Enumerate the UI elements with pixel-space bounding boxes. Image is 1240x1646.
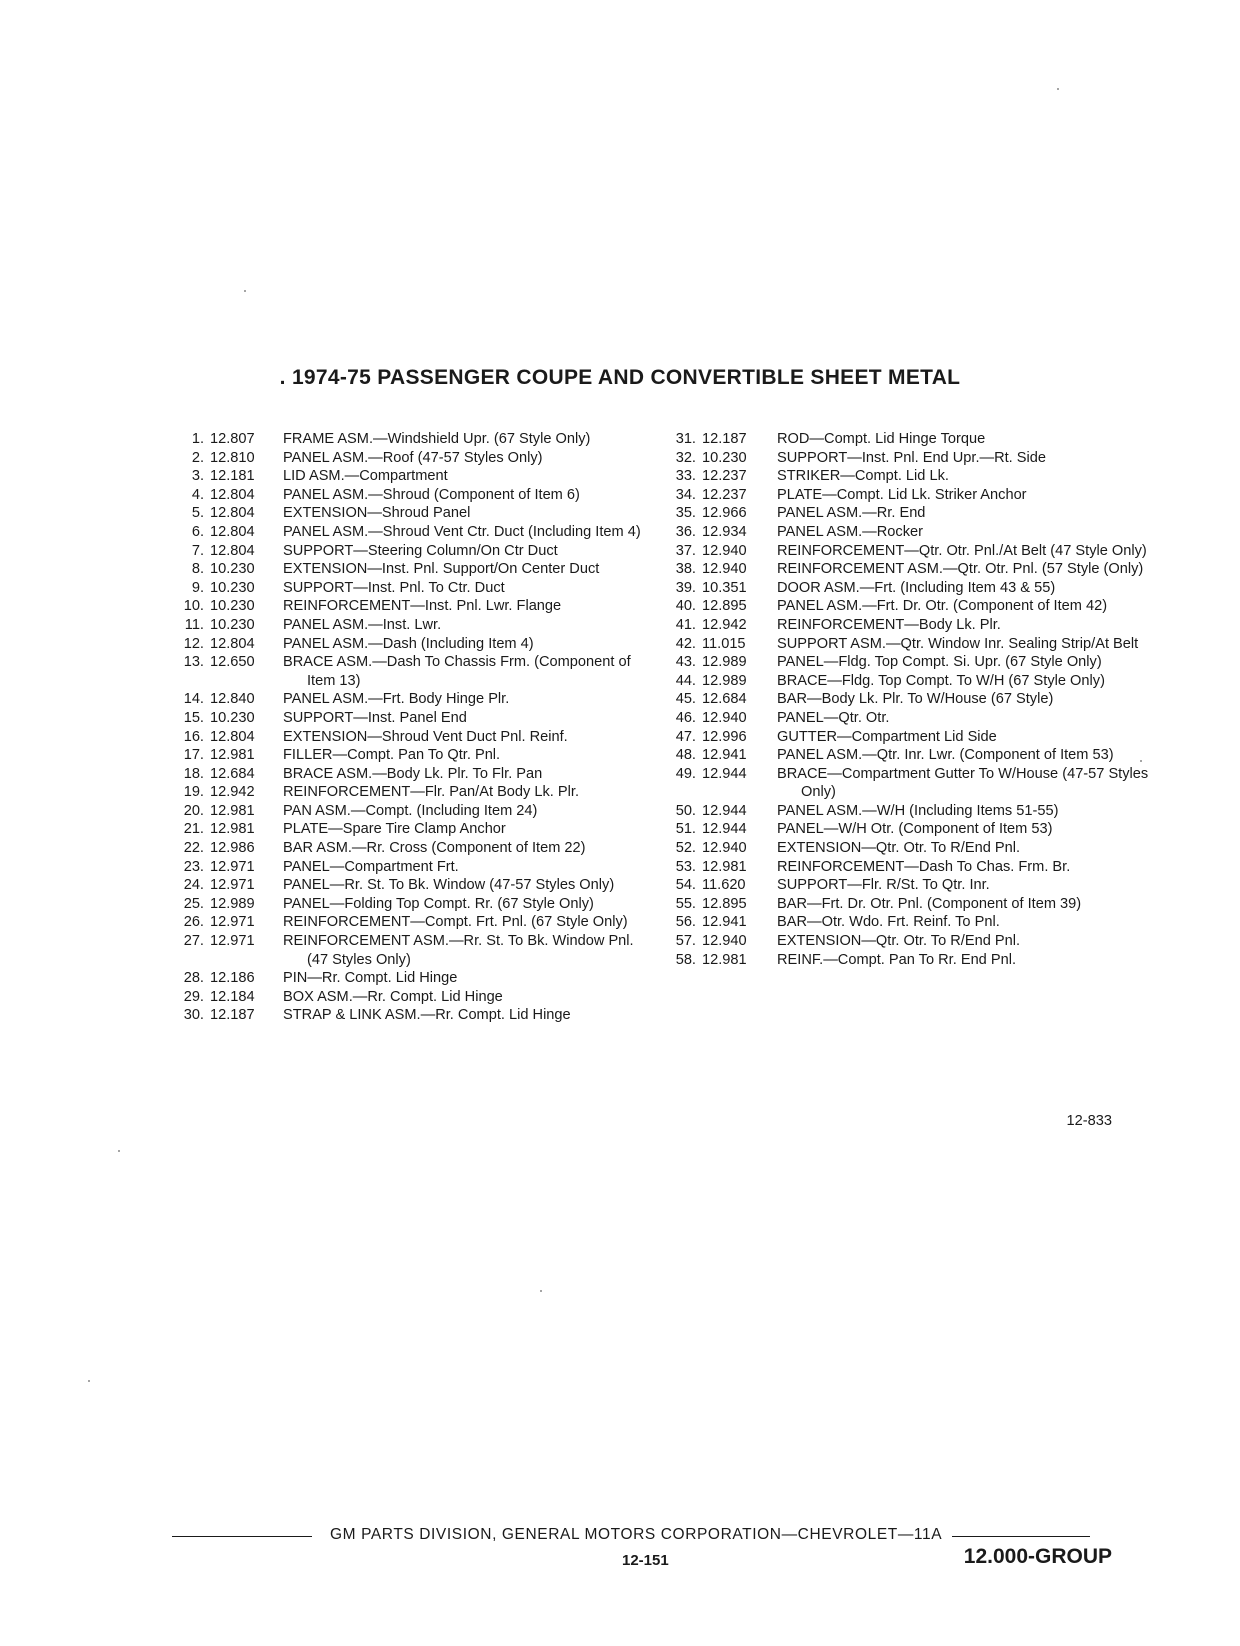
item-number: 45. bbox=[675, 691, 696, 708]
item-number: 33. bbox=[675, 468, 696, 485]
list-item bbox=[160, 449, 650, 468]
list-item bbox=[160, 486, 650, 505]
part-group-code: 12.944 bbox=[702, 802, 747, 819]
list-item bbox=[652, 467, 1162, 486]
item-number: 29. bbox=[183, 988, 204, 1005]
list-item bbox=[160, 839, 650, 858]
item-number: 37. bbox=[675, 542, 696, 559]
list-item bbox=[160, 969, 650, 988]
item-number: 41. bbox=[675, 616, 696, 633]
list-item bbox=[160, 895, 650, 914]
part-description: BAR ASM.—Rr. Cross (Component of Item 22) bbox=[283, 840, 586, 857]
item-number: 56. bbox=[675, 914, 696, 931]
part-group-code: 10.230 bbox=[702, 449, 747, 466]
list-item bbox=[652, 932, 1162, 951]
part-description: PANEL ASM.—Qtr. Inr. Lwr. (Component of Item 53) bbox=[777, 747, 1114, 764]
part-description: PANEL ASM.—Dash (Including Item 4) bbox=[283, 635, 534, 652]
part-description: PANEL ASM.—Shroud (Component of Item 6) bbox=[283, 486, 580, 503]
part-description: REINFORCEMENT—Body Lk. Plr. bbox=[777, 616, 1001, 633]
item-number: 8. bbox=[191, 561, 204, 578]
item-number: 3. bbox=[191, 468, 204, 485]
scan-speck bbox=[540, 1290, 542, 1292]
part-description: PANEL—Compartment Frt. bbox=[283, 858, 459, 875]
part-description: PANEL ASM.—Frt. Body Hinge Plr. bbox=[283, 691, 510, 708]
part-group-code: 12.940 bbox=[702, 561, 747, 578]
list-item bbox=[160, 430, 650, 449]
parts-list-right bbox=[652, 430, 1162, 969]
part-group-code: 12.840 bbox=[210, 691, 255, 708]
item-number: 58. bbox=[675, 951, 696, 968]
item-number: 54. bbox=[675, 877, 696, 894]
item-number: 4. bbox=[191, 486, 204, 503]
part-description: EXTENSION—Shroud Vent Duct Pnl. Reinf. bbox=[283, 728, 568, 745]
item-number: 2. bbox=[191, 449, 204, 466]
list-item bbox=[160, 467, 650, 486]
list-item bbox=[652, 951, 1162, 970]
item-number: 1. bbox=[191, 431, 204, 447]
list-item bbox=[160, 616, 650, 635]
part-description: REINF.—Compt. Pan To Rr. End Pnl. bbox=[777, 951, 1016, 968]
part-description: LID ASM.—Compartment bbox=[283, 468, 448, 485]
part-group-code: 12.184 bbox=[210, 988, 255, 1005]
list-item bbox=[652, 690, 1162, 709]
scan-speck bbox=[244, 290, 246, 292]
list-item bbox=[652, 430, 1162, 449]
part-group-code: 12.804 bbox=[210, 635, 255, 652]
part-group-code: 12.650 bbox=[210, 654, 255, 671]
list-item bbox=[652, 523, 1162, 542]
part-group-code: 12.971 bbox=[210, 858, 255, 875]
part-description: REINFORCEMENT—Qtr. Otr. Pnl./At Belt (47 Style Only) bbox=[777, 542, 1147, 559]
list-item bbox=[160, 709, 650, 728]
part-group-code: 12.981 bbox=[210, 747, 255, 764]
list-item bbox=[652, 672, 1162, 691]
item-number: 52. bbox=[675, 840, 696, 857]
item-number: 40. bbox=[675, 598, 696, 615]
part-group-code: 12.942 bbox=[702, 616, 747, 633]
list-item bbox=[160, 728, 650, 747]
item-number: 20. bbox=[183, 802, 204, 819]
list-item bbox=[160, 988, 650, 1007]
part-description: EXTENSION—Inst. Pnl. Support/On Center Duct bbox=[283, 561, 600, 578]
item-number: 10. bbox=[183, 598, 204, 615]
list-item bbox=[160, 932, 650, 969]
item-number: 5. bbox=[191, 505, 204, 522]
part-group-code: 12.181 bbox=[210, 468, 255, 485]
item-number: 18. bbox=[183, 765, 204, 782]
part-description: STRIKER—Compt. Lid Lk. bbox=[777, 468, 949, 485]
list-item bbox=[160, 1006, 650, 1025]
part-group-code: 12.981 bbox=[702, 951, 747, 968]
part-description: EXTENSION—Qtr. Otr. To R/End Pnl. bbox=[777, 840, 1021, 857]
item-number: 17. bbox=[183, 747, 204, 764]
item-number: 42. bbox=[675, 635, 696, 652]
part-group-code: 12.940 bbox=[702, 840, 747, 857]
part-description: PANEL—Rr. St. To Bk. Window (47-57 Styles Only) bbox=[283, 877, 615, 894]
part-group-code: 12.971 bbox=[210, 933, 255, 950]
part-group-code: 12.989 bbox=[702, 672, 747, 689]
item-number: 24. bbox=[183, 877, 204, 894]
item-number: 31. bbox=[675, 431, 696, 447]
list-item bbox=[160, 523, 650, 542]
part-description: REINFORCEMENT—Compt. Frt. Pnl. (67 Style Only) bbox=[283, 914, 628, 931]
item-number: 15. bbox=[183, 709, 204, 726]
part-group-code: 10.230 bbox=[210, 616, 255, 633]
list-item bbox=[652, 839, 1162, 858]
list-item bbox=[652, 765, 1162, 802]
list-item bbox=[652, 858, 1162, 877]
list-item bbox=[652, 802, 1162, 821]
part-group-code: 12.895 bbox=[702, 598, 747, 615]
part-group-code: 12.187 bbox=[210, 1007, 255, 1024]
part-description: PAN ASM.—Compt. (Including Item 24) bbox=[283, 802, 538, 819]
item-number: 12. bbox=[183, 635, 204, 652]
part-group-code: 12.684 bbox=[702, 691, 747, 708]
item-number: 49. bbox=[675, 765, 696, 782]
part-group-code: 10.230 bbox=[210, 709, 255, 726]
part-description: PANEL—Folding Top Compt. Rr. (67 Style Only) bbox=[283, 895, 594, 912]
part-group-code: 10.230 bbox=[210, 598, 255, 615]
part-description: SUPPORT—Flr. R/St. To Qtr. Inr. bbox=[777, 877, 990, 894]
part-group-code: 12.940 bbox=[702, 542, 747, 559]
item-number: 46. bbox=[675, 709, 696, 726]
list-item bbox=[652, 746, 1162, 765]
part-description: BAR—Frt. Dr. Otr. Pnl. (Component of Item 39) bbox=[777, 895, 1082, 912]
list-item bbox=[652, 449, 1162, 468]
part-group-code: 12.807 bbox=[210, 431, 255, 447]
part-description: BRACE—Compartment Gutter To W/House (47-57 Styles Only) bbox=[777, 765, 1149, 801]
list-item bbox=[160, 579, 650, 598]
item-number: 22. bbox=[183, 840, 204, 857]
list-item bbox=[160, 858, 650, 877]
list-item bbox=[160, 913, 650, 932]
part-description: REINFORCEMENT—Flr. Pan/At Body Lk. Plr. bbox=[283, 784, 579, 801]
part-group-code: 12.942 bbox=[210, 784, 255, 801]
part-group-code: 12.989 bbox=[210, 895, 255, 912]
part-description: PANEL ASM.—Rocker bbox=[777, 523, 923, 540]
part-description: SUPPORT—Inst. Pnl. To Ctr. Duct bbox=[283, 579, 505, 596]
list-item bbox=[652, 895, 1162, 914]
part-group-code: 12.187 bbox=[702, 431, 747, 447]
part-group-code: 12.237 bbox=[702, 468, 747, 485]
part-description: PLATE—Compt. Lid Lk. Striker Anchor bbox=[777, 486, 1027, 503]
part-description: PANEL ASM.—Inst. Lwr. bbox=[283, 616, 442, 633]
list-item bbox=[652, 597, 1162, 616]
part-group-code: 10.230 bbox=[210, 579, 255, 596]
part-description: DOOR ASM.—Frt. (Including Item 43 & 55) bbox=[777, 579, 1056, 596]
item-number: 27. bbox=[183, 933, 204, 950]
part-description: BAR—Body Lk. Plr. To W/House (67 Style) bbox=[777, 691, 1054, 708]
item-number: 53. bbox=[675, 858, 696, 875]
part-description: FILLER—Compt. Pan To Qtr. Pnl. bbox=[283, 747, 501, 764]
item-number: 25. bbox=[183, 895, 204, 912]
part-group-code: 12.804 bbox=[210, 542, 255, 559]
list-item bbox=[160, 597, 650, 616]
part-description: BRACE ASM.—Body Lk. Plr. To Flr. Pan bbox=[283, 765, 543, 782]
item-number: 30. bbox=[183, 1007, 204, 1024]
part-group-code: 12.944 bbox=[702, 765, 747, 782]
part-group-code: 12.944 bbox=[702, 821, 747, 838]
part-group-code: 12.940 bbox=[702, 709, 747, 726]
item-number: 26. bbox=[183, 914, 204, 931]
part-description: PANEL—W/H Otr. (Component of Item 53) bbox=[777, 821, 1053, 838]
list-item bbox=[652, 579, 1162, 598]
item-number: 51. bbox=[675, 821, 696, 838]
part-description: PIN—Rr. Compt. Lid Hinge bbox=[283, 970, 458, 987]
item-number: 19. bbox=[183, 784, 204, 801]
item-number: 23. bbox=[183, 858, 204, 875]
part-description: PANEL—Fldg. Top Compt. Si. Upr. (67 Style Only) bbox=[777, 654, 1102, 671]
list-item bbox=[652, 820, 1162, 839]
part-group-code: 12.971 bbox=[210, 877, 255, 894]
part-group-code: 10.351 bbox=[702, 579, 747, 596]
part-group-code: 12.684 bbox=[210, 765, 255, 782]
list-item bbox=[652, 486, 1162, 505]
part-group-code: 12.981 bbox=[210, 821, 255, 838]
part-group-code: 12.237 bbox=[702, 486, 747, 503]
list-item bbox=[652, 728, 1162, 747]
part-group-code: 12.895 bbox=[702, 895, 747, 912]
group-number: 12.000-GROUP bbox=[963, 1545, 1112, 1568]
part-group-code: 11.015 bbox=[702, 635, 746, 652]
list-item bbox=[160, 542, 650, 561]
item-number: 28. bbox=[183, 970, 204, 987]
part-group-code: 12.186 bbox=[210, 970, 255, 987]
part-group-code: 12.986 bbox=[210, 840, 255, 857]
scan-speck bbox=[118, 1150, 120, 1152]
item-number: 14. bbox=[183, 691, 204, 708]
part-description: BRACE—Fldg. Top Compt. To W/H (67 Style Only) bbox=[777, 672, 1105, 689]
part-description: EXTENSION—Qtr. Otr. To R/End Pnl. bbox=[777, 933, 1021, 950]
part-description: PANEL ASM.—Frt. Dr. Otr. (Component of Item 42) bbox=[777, 598, 1108, 615]
item-number: 13. bbox=[183, 654, 204, 671]
item-number: 9. bbox=[191, 579, 204, 596]
scan-speck bbox=[88, 1380, 90, 1382]
item-number: 44. bbox=[675, 672, 696, 689]
part-group-code: 12.804 bbox=[210, 728, 255, 745]
item-number: 21. bbox=[183, 821, 204, 838]
part-description: STRAP & LINK ASM.—Rr. Compt. Lid Hinge bbox=[283, 1007, 571, 1024]
list-item bbox=[160, 560, 650, 579]
list-item bbox=[160, 765, 650, 784]
part-description: ROD—Compt. Lid Hinge Torque bbox=[777, 431, 986, 447]
item-number: 43. bbox=[675, 654, 696, 671]
part-description: REINFORCEMENT ASM.—Rr. St. To Bk. Window Pnl. (47 Styles Only) bbox=[283, 933, 634, 968]
page-number: 12-151 bbox=[622, 1552, 669, 1569]
list-item bbox=[160, 690, 650, 709]
list-item bbox=[160, 653, 650, 690]
item-number: 16. bbox=[183, 728, 204, 745]
part-group-code: 12.804 bbox=[210, 523, 255, 540]
item-number: 32. bbox=[675, 449, 696, 466]
part-description: FRAME ASM.—Windshield Upr. (67 Style Only) bbox=[283, 431, 591, 447]
footer-rule-right bbox=[952, 1536, 1090, 1537]
part-group-code: 11.620 bbox=[702, 877, 746, 894]
part-description: PANEL—Qtr. Otr. bbox=[777, 709, 890, 726]
list-item bbox=[652, 504, 1162, 523]
list-item bbox=[160, 504, 650, 523]
item-number: 36. bbox=[675, 523, 696, 540]
item-number: 57. bbox=[675, 933, 696, 950]
part-description: SUPPORT—Steering Column/On Ctr Duct bbox=[283, 542, 558, 559]
list-item bbox=[652, 709, 1162, 728]
scan-speck bbox=[1057, 88, 1059, 90]
figure-reference: 12-833 bbox=[1066, 1113, 1112, 1129]
part-group-code: 12.981 bbox=[210, 802, 255, 819]
item-number: 34. bbox=[675, 486, 696, 503]
part-description: PLATE—Spare Tire Clamp Anchor bbox=[283, 821, 506, 838]
item-number: 47. bbox=[675, 728, 696, 745]
page-title: . 1974-75 PASSENGER COUPE AND CONVERTIBLE SHEET METAL bbox=[279, 366, 961, 389]
part-group-code: 12.804 bbox=[210, 486, 255, 503]
part-description: REINFORCEMENT—Dash To Chas. Frm. Br. bbox=[777, 858, 1071, 875]
footer-rule-left bbox=[172, 1536, 312, 1537]
part-group-code: 12.966 bbox=[702, 505, 747, 522]
item-number: 39. bbox=[675, 579, 696, 596]
part-description: EXTENSION—Shroud Panel bbox=[283, 505, 471, 522]
part-description: PANEL ASM.—Rr. End bbox=[777, 505, 926, 522]
list-item bbox=[652, 653, 1162, 672]
part-description: SUPPORT ASM.—Qtr. Window Inr. Sealing Strip/At Belt bbox=[777, 635, 1139, 652]
list-item bbox=[160, 820, 650, 839]
part-group-code: 12.996 bbox=[702, 728, 747, 745]
list-item bbox=[160, 876, 650, 895]
part-description: BOX ASM.—Rr. Compt. Lid Hinge bbox=[283, 988, 503, 1005]
part-description: REINFORCEMENT—Inst. Pnl. Lwr. Flange bbox=[283, 598, 562, 615]
part-description: BRACE ASM.—Dash To Chassis Frm. (Component of Item 13) bbox=[283, 654, 631, 689]
footer-publisher: GM PARTS DIVISION, GENERAL MOTORS CORPORATION—CHEVROLET—11A bbox=[330, 1526, 943, 1543]
item-number: 48. bbox=[675, 747, 696, 764]
list-item bbox=[652, 542, 1162, 561]
part-description: PANEL ASM.—Shroud Vent Ctr. Duct (Including Item 4) bbox=[283, 523, 641, 540]
list-item bbox=[160, 802, 650, 821]
list-item bbox=[652, 635, 1162, 654]
item-number: 55. bbox=[675, 895, 696, 912]
list-item bbox=[652, 876, 1162, 895]
list-item bbox=[160, 635, 650, 654]
part-group-code: 12.940 bbox=[702, 933, 747, 950]
list-item bbox=[160, 783, 650, 802]
part-group-code: 12.941 bbox=[702, 747, 747, 764]
scan-speck bbox=[1140, 760, 1142, 762]
part-group-code: 12.971 bbox=[210, 914, 255, 931]
part-group-code: 12.941 bbox=[702, 914, 747, 931]
item-number: 35. bbox=[675, 505, 696, 522]
part-group-code: 12.804 bbox=[210, 505, 255, 522]
part-group-code: 12.981 bbox=[702, 858, 747, 875]
item-number: 7. bbox=[191, 542, 204, 559]
part-description: SUPPORT—Inst. Pnl. End Upr.—Rt. Side bbox=[777, 449, 1047, 466]
item-number: 38. bbox=[675, 561, 696, 578]
item-number: 50. bbox=[675, 802, 696, 819]
parts-list-left bbox=[160, 430, 650, 1025]
part-description: SUPPORT—Inst. Panel End bbox=[283, 709, 467, 726]
item-number: 6. bbox=[191, 523, 204, 540]
list-item bbox=[652, 913, 1162, 932]
part-description: BAR—Otr. Wdo. Frt. Reinf. To Pnl. bbox=[777, 914, 1000, 931]
part-description: PANEL ASM.—W/H (Including Items 51-55) bbox=[777, 802, 1059, 819]
list-item bbox=[160, 746, 650, 765]
list-item bbox=[652, 560, 1162, 579]
part-description: REINFORCEMENT ASM.—Qtr. Otr. Pnl. (57 Style (Only) bbox=[777, 561, 1144, 578]
part-group-code: 10.230 bbox=[210, 561, 255, 578]
part-group-code: 12.810 bbox=[210, 449, 255, 466]
part-description: GUTTER—Compartment Lid Side bbox=[777, 728, 997, 745]
part-group-code: 12.934 bbox=[702, 523, 747, 540]
part-description: PANEL ASM.—Roof (47-57 Styles Only) bbox=[283, 449, 543, 466]
list-item bbox=[652, 616, 1162, 635]
item-number: 11. bbox=[184, 616, 204, 633]
part-group-code: 12.989 bbox=[702, 654, 747, 671]
